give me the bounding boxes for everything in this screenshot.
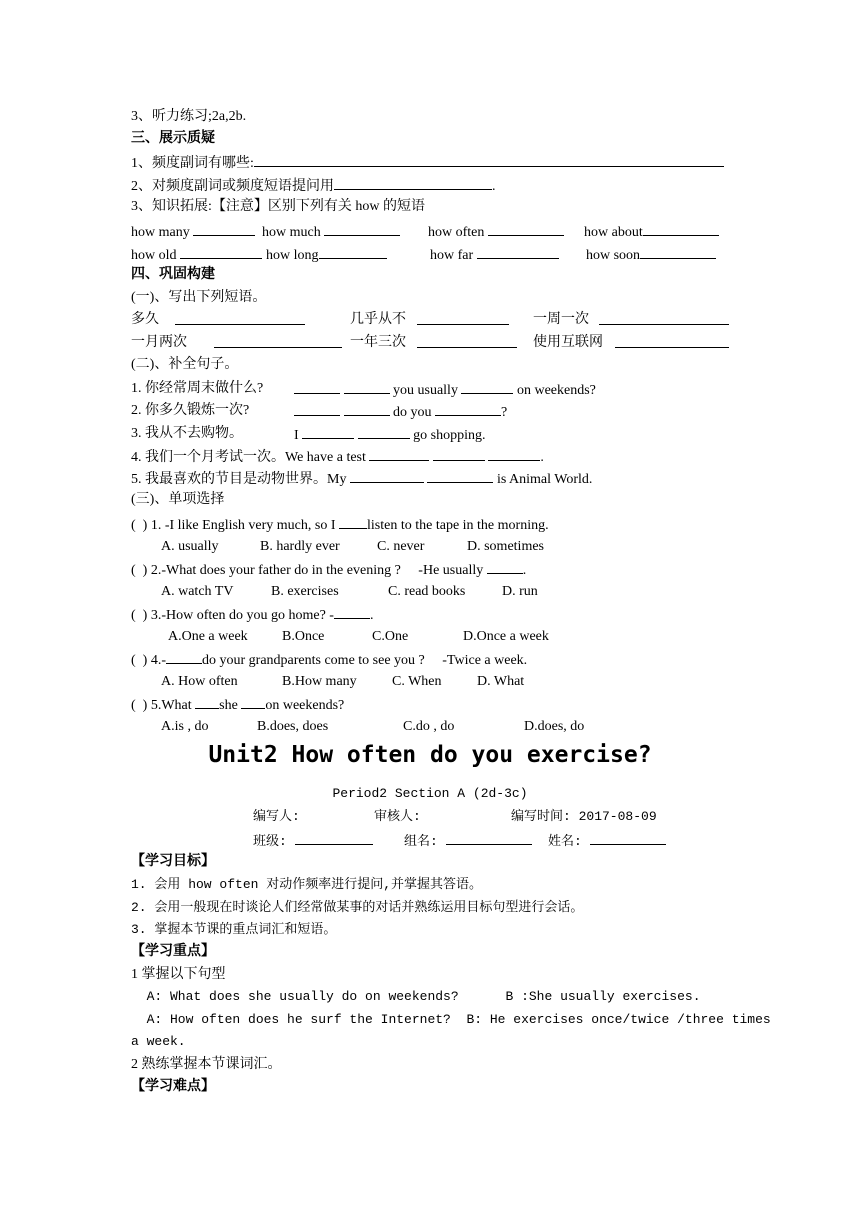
answer-blank[interactable] xyxy=(350,469,424,483)
group-field: 组名: xyxy=(404,831,532,851)
option-b[interactable]: B.Once xyxy=(282,629,325,644)
option-c[interactable]: C.do , do xyxy=(403,719,455,734)
option-c[interactable]: C. never xyxy=(377,539,425,554)
question-2-text: 2、对频度副词或频度短语提问用 xyxy=(131,179,334,194)
option-c[interactable]: C.One xyxy=(372,629,409,644)
answer-blank[interactable] xyxy=(599,311,729,325)
mc-question-1: ( ) 1. -I like English very much, so I listen to the tape in the morning. xyxy=(131,515,549,535)
answer-blank[interactable] xyxy=(643,222,719,236)
part-3-title: (三)、单项选择 xyxy=(131,492,225,507)
group-blank[interactable] xyxy=(446,831,532,845)
answer-blank[interactable] xyxy=(488,222,564,236)
phrase-how-much: how much xyxy=(262,222,400,242)
section-3-heading: 三、展示质疑 xyxy=(131,131,215,146)
goal-item: 2. 会用一般现在时谈论人们经常做某事的对话并熟练运用目标句型进行会话。 xyxy=(131,900,584,915)
answer-blank[interactable] xyxy=(433,447,485,461)
sentence-1-en: you usually on weekends? xyxy=(294,380,596,400)
period-subtitle: Period2 Section A (2d-3c) xyxy=(332,786,528,801)
phrase-item: 一月两次 xyxy=(131,335,187,350)
option-b[interactable]: B.How many xyxy=(282,674,357,689)
answer-blank[interactable] xyxy=(344,402,390,416)
answer-blank[interactable] xyxy=(615,334,729,348)
option-d[interactable]: D. sometimes xyxy=(467,539,544,554)
option-a[interactable]: A. How often xyxy=(161,674,238,689)
phrase-how-soon: how soon xyxy=(586,245,716,265)
mc-question-2: ( ) 2.-What does your father do in the evening ? -He usually . xyxy=(131,560,526,580)
answer-blank[interactable] xyxy=(461,380,513,394)
answer-blank[interactable] xyxy=(319,245,387,259)
answer-blank[interactable] xyxy=(477,245,559,259)
phrase-item: 使用互联网 xyxy=(533,335,603,350)
part-1-title: (一)、写出下列短语。 xyxy=(131,290,267,305)
name-blank[interactable] xyxy=(590,831,666,845)
writer-label: 编写人: xyxy=(253,809,300,824)
answer-blank[interactable] xyxy=(294,380,340,394)
phrase-how-old: how old xyxy=(131,245,262,265)
answer-blank[interactable] xyxy=(193,222,255,236)
question-1-text: 1、频度副词有哪些: xyxy=(131,156,254,171)
class-field: 班级: xyxy=(253,831,373,851)
phrase-item: 一年三次 xyxy=(350,335,406,350)
question-2 xyxy=(131,176,496,196)
answer-blank[interactable] xyxy=(334,605,370,619)
option-b[interactable]: B. hardly ever xyxy=(260,539,340,554)
phrase-item: 一周一次 xyxy=(533,312,589,327)
phrase-how-long: how long xyxy=(266,245,387,265)
goal-item: 1. 会用 how often 对动作频率进行提问,并掌握其答语。 xyxy=(131,877,483,892)
phrase-item: 多久 xyxy=(131,312,159,327)
part-2-title: (二)、补全句子。 xyxy=(131,357,239,372)
option-a[interactable]: A. watch TV xyxy=(161,584,234,599)
mc-question-3: ( ) 3.-How often do you go home? - . xyxy=(131,605,373,625)
answer-blank[interactable] xyxy=(487,560,523,574)
phrase-how-many: how many xyxy=(131,222,255,242)
key-sentence: A: How often does he surf the Internet? B: He exercises once/twice /three times xyxy=(131,1012,771,1027)
phrase-how-often: how often xyxy=(428,222,564,242)
phrase-item: 几乎从不 xyxy=(350,312,406,327)
option-a[interactable]: A.is , do xyxy=(161,719,209,734)
sentence-4: 4. 我们一个月考试一次。We have a test . xyxy=(131,447,544,467)
answer-blank[interactable] xyxy=(180,245,262,259)
option-a[interactable]: A. usually xyxy=(161,539,219,554)
answer-blank[interactable] xyxy=(358,425,410,439)
sentence-2: 2. 你多久锻炼一次? xyxy=(131,403,250,418)
goals-heading: 【学习目标】 xyxy=(131,854,215,869)
answer-blank[interactable] xyxy=(369,447,429,461)
answer-blank[interactable] xyxy=(417,334,517,348)
option-d[interactable]: D.Once a week xyxy=(463,629,549,644)
sentence-1: 1. 你经常周末做什么? xyxy=(131,381,264,396)
section-4-heading: 四、巩固构建 xyxy=(131,267,215,282)
date-label: 编写时间: 2017-08-09 xyxy=(511,809,657,824)
answer-blank[interactable] xyxy=(640,245,716,259)
class-blank[interactable] xyxy=(295,831,373,845)
option-c[interactable]: C. read books xyxy=(388,584,466,599)
answer-blank[interactable] xyxy=(175,311,305,325)
key-points-heading: 【学习重点】 xyxy=(131,944,215,959)
option-a[interactable]: A.One a week xyxy=(168,629,248,644)
option-d[interactable]: D. run xyxy=(502,584,538,599)
key-point-1: 1 掌握以下句型 xyxy=(131,967,226,982)
listening-item: 3、听力练习;2a,2b. xyxy=(131,109,247,124)
answer-blank[interactable] xyxy=(166,650,202,664)
answer-blank[interactable] xyxy=(241,695,265,709)
answer-blank[interactable] xyxy=(195,695,219,709)
option-b[interactable]: B.does, does xyxy=(257,719,329,734)
answer-blank[interactable] xyxy=(488,447,540,461)
sentence-2-en: do you ? xyxy=(294,402,507,422)
key-sentence: A: What does she usually do on weekends? B :She usually exercises. xyxy=(131,989,701,1004)
answer-blank[interactable] xyxy=(302,425,354,439)
key-sentence: a week. xyxy=(131,1034,186,1049)
sentence-5: 5. 我最喜欢的节目是动物世界。My is Animal World. xyxy=(131,469,592,489)
difficulty-heading: 【学习难点】 xyxy=(131,1079,215,1094)
key-point-2: 2 熟练掌握本节课词汇。 xyxy=(131,1057,282,1072)
answer-blank[interactable] xyxy=(435,402,501,416)
sentence-3-en: I go shopping. xyxy=(294,425,486,445)
question-3: 3、知识拓展:【注意】区别下列有关 how 的短语 xyxy=(131,199,425,214)
option-d[interactable]: D. What xyxy=(477,674,525,689)
answer-blank[interactable] xyxy=(339,515,367,529)
answer-blank[interactable] xyxy=(334,176,492,190)
answer-blank[interactable] xyxy=(214,334,342,348)
option-c[interactable]: C. When xyxy=(392,674,442,689)
answer-blank[interactable] xyxy=(417,311,509,325)
name-field: 姓名: xyxy=(548,831,666,851)
unit-title: Unit2 How often do you exercise? xyxy=(208,742,652,768)
answer-blank[interactable] xyxy=(324,222,400,236)
answer-blank[interactable] xyxy=(254,153,724,167)
sentence-3: 3. 我从不去购物。 xyxy=(131,426,243,441)
question-1 xyxy=(131,153,724,173)
question-2-end: . xyxy=(492,179,496,194)
reviewer-label: 审核人: xyxy=(374,809,421,824)
goal-item: 3. 掌握本节课的重点词汇和短语。 xyxy=(131,922,337,937)
answer-blank[interactable] xyxy=(344,380,390,394)
mc-question-5: ( ) 5.What she on weekends? xyxy=(131,695,344,715)
answer-blank[interactable] xyxy=(427,469,493,483)
option-b[interactable]: B. exercises xyxy=(271,584,339,599)
phrase-how-about: how about xyxy=(584,222,719,242)
option-d[interactable]: D.does, do xyxy=(524,719,585,734)
answer-blank[interactable] xyxy=(294,402,340,416)
mc-question-4: ( ) 4.- do your grandparents come to see you ? -Twice a week. xyxy=(131,650,527,670)
phrase-how-far: how far xyxy=(430,245,559,265)
